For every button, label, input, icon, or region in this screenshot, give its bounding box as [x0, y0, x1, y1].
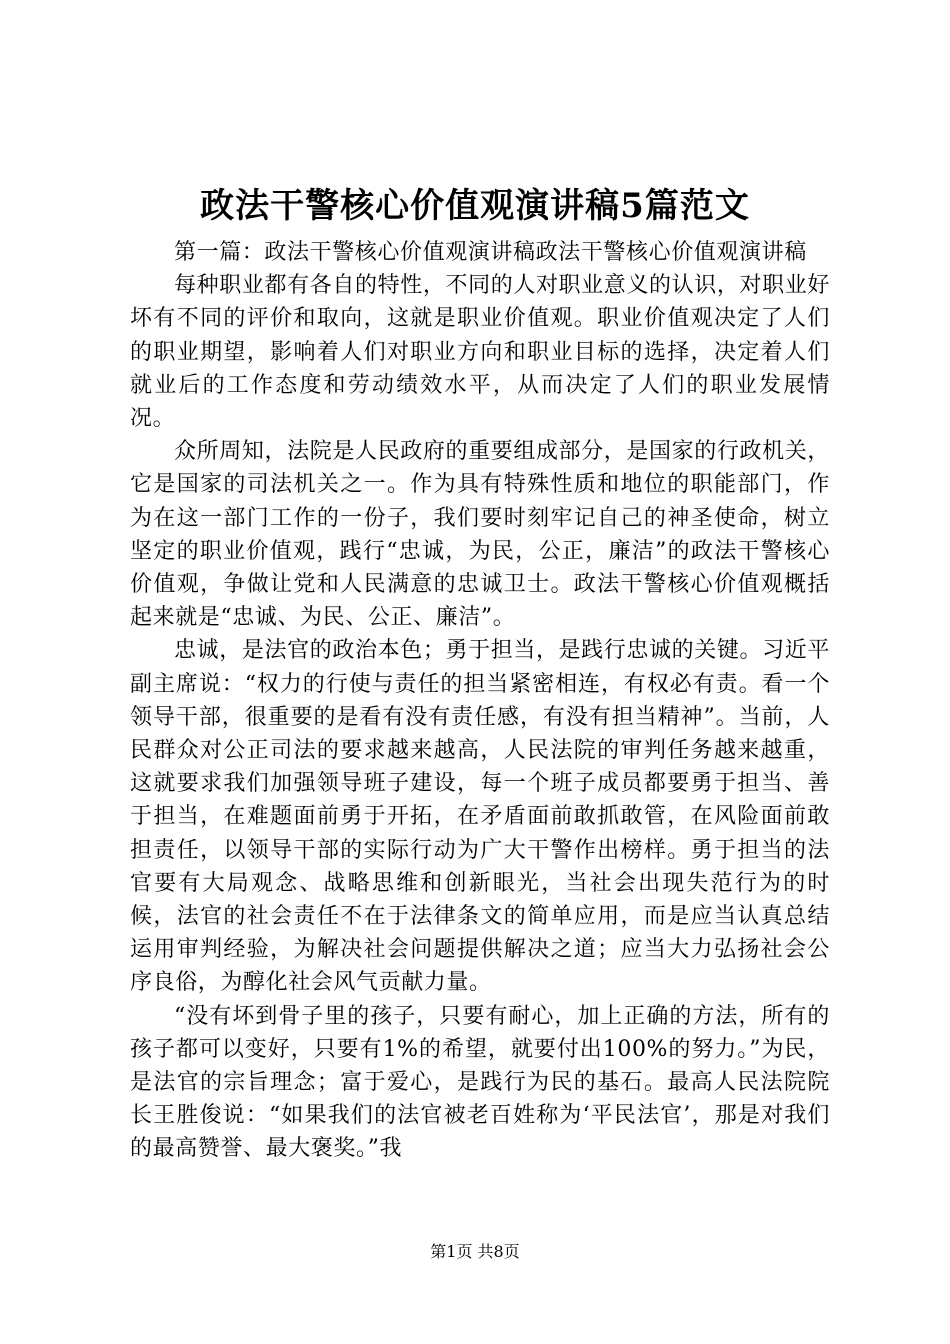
paragraph: 第一篇：政法干警核心价值观演讲稿政法干警核心价值观演讲稿	[174, 240, 807, 265]
paragraph: 忠诚，是法官的政治本色；勇于担当，是践行忠诚的关键。习近平副主席说：“权力的行使与责任的担当紧密相连，有权必有责。看一个领导干部，很重要的是看有没有责任感，有没有担当精神”。当前，人民群众对公正司法的要求越来越高，人民法院的审判任务越来越重，这就要求我们加强领导班子建设，每一个班子成员都要勇于担当、善于担当，在难题面前勇于开拓，在矛盾面前敢抓敢管，在风险面前敢担责任，以领导干部的实际行动为广大干警作出榜样。勇于担当的法官要有大局观念、战略思维和创新眼光，当社会出现失范行为的时候，法官的社会责任不在于法律条文的简单应用，而是应当认真总结运用审判经验，为解决社会问题提供解决之道；应当大力弘扬社会公序良俗，为醇化社会风气贡献力量。	[130, 638, 830, 996]
page-footer: 第1页 共8页	[430, 1242, 520, 1261]
document-title: 政法干警核心价值观演讲稿5篇范文	[200, 186, 750, 226]
paragraph: “没有坏到骨子里的孩子，只要有耐心，加上正确的方法，所有的孩子都可以变好，只要有1%的希望，就要付出100%的努力。”为民，是法官的宗旨理念；富于爱心，是践行为民的基石。最高人民法院院长王胜俊说：“如果我们的法官被老百姓称为‘平民法官’，那是对我们的最高赞誉、最大褒奖。”我	[130, 1003, 830, 1162]
document-body	[130, 236, 830, 1166]
paragraph: 每种职业都有各自的特性，不同的人对职业意义的认识，对职业好坏有不同的评价和取向，这就是职业价值观。职业价值观决定了人们的职业期望，影响着人们对职业方向和职业目标的选择，决定着人们就业后的工作态度和劳动绩效水平，从而决定了人们的职业发展情况。	[130, 273, 830, 432]
paragraph: 众所周知，法院是人民政府的重要组成部分，是国家的行政机关，它是国家的司法机关之一。作为具有特殊性质和地位的职能部门，作为在这一部门工作的一份子，我们要时刻牢记自己的神圣使命，树立坚定的职业价值观，践行“忠诚，为民，公正，廉洁”的政法干警核心价值观，争做让党和人民满意的忠诚卫士。政法干警核心价值观概括起来就是“忠诚、为民、公正、廉洁”。	[130, 439, 830, 631]
